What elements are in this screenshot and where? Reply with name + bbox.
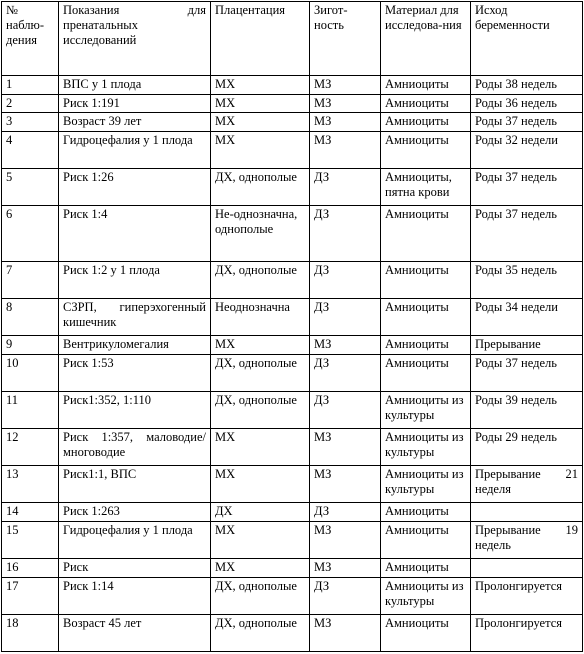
table-row xyxy=(2,76,583,95)
cell-indications: Гидроцефалия у 1 плода xyxy=(59,131,211,168)
cell-indications: Риск1:352, 1:110 xyxy=(59,391,211,428)
cell-placentation: Неоднозначна xyxy=(211,298,310,335)
cell-material: Амниоциты xyxy=(381,261,471,298)
cell-placentation: ДХ, однополые xyxy=(211,614,310,651)
cell-zygosity: МЗ xyxy=(310,521,381,558)
cell-outcome: Роды 36 недель xyxy=(471,94,583,113)
cell-outcome: Пролонгируется xyxy=(471,577,583,614)
cell-zygosity: МЗ xyxy=(310,614,381,651)
cell-num: 9 xyxy=(2,336,59,355)
cell-material: Амниоциты из культуры xyxy=(381,428,471,465)
cell-outcome: Роды 38 недель xyxy=(471,76,583,95)
cell-indications: Возраст 45 лет xyxy=(59,614,211,651)
cell-outcome: Пролонгируется xyxy=(471,614,583,651)
table-row xyxy=(2,428,583,465)
header-indications: Показания для пренатальных исследований xyxy=(59,2,211,76)
cell-num: 13 xyxy=(2,466,59,503)
cell-placentation: МХ xyxy=(211,559,310,578)
cell-zygosity: ДЗ xyxy=(310,206,381,262)
cell-placentation: ДХ, однополые xyxy=(211,261,310,298)
cell-outcome xyxy=(471,559,583,578)
table-row xyxy=(2,336,583,355)
cell-placentation: ДХ xyxy=(211,503,310,522)
table-header-row xyxy=(2,2,583,76)
cell-num: 8 xyxy=(2,298,59,335)
cell-material: Амниоциты xyxy=(381,354,471,391)
cell-zygosity: ДЗ xyxy=(310,354,381,391)
cell-placentation: ДХ, однополые xyxy=(211,391,310,428)
cell-zygosity: МЗ xyxy=(310,559,381,578)
cell-outcome: Прерывание 19 недель xyxy=(471,521,583,558)
cell-material: Амниоциты xyxy=(381,521,471,558)
table-row xyxy=(2,113,583,132)
cell-material: Амниоциты xyxy=(381,298,471,335)
cell-num: 7 xyxy=(2,261,59,298)
cell-num: 18 xyxy=(2,614,59,651)
table-row xyxy=(2,131,583,168)
cell-num: 3 xyxy=(2,113,59,132)
cell-num: 6 xyxy=(2,206,59,262)
cell-placentation: МХ xyxy=(211,521,310,558)
cell-num: 1 xyxy=(2,76,59,95)
cell-zygosity: ДЗ xyxy=(310,298,381,335)
cell-placentation: МХ xyxy=(211,336,310,355)
table-row xyxy=(2,466,583,503)
cell-indications: Риск 1:2 у 1 плода xyxy=(59,261,211,298)
cell-material: Амниоциты xyxy=(381,336,471,355)
cell-placentation: МХ xyxy=(211,466,310,503)
cell-placentation: МХ xyxy=(211,428,310,465)
cell-zygosity: МЗ xyxy=(310,94,381,113)
cell-outcome: Роды 37 недель xyxy=(471,113,583,132)
table-row xyxy=(2,261,583,298)
cell-num: 10 xyxy=(2,354,59,391)
table-row xyxy=(2,503,583,522)
cell-zygosity: МЗ xyxy=(310,428,381,465)
cell-material: Амниоциты xyxy=(381,94,471,113)
cell-placentation: МХ xyxy=(211,113,310,132)
cell-num: 15 xyxy=(2,521,59,558)
cell-placentation: МХ xyxy=(211,76,310,95)
cell-outcome: Роды 35 недель xyxy=(471,261,583,298)
cell-placentation: ДХ, однополые xyxy=(211,354,310,391)
cell-material: Амниоциты xyxy=(381,503,471,522)
cell-material: Амниоциты из культуры xyxy=(381,391,471,428)
cell-indications: Риск 1:14 xyxy=(59,577,211,614)
cell-zygosity: МЗ xyxy=(310,76,381,95)
table-row xyxy=(2,391,583,428)
cell-material: Амниоциты xyxy=(381,113,471,132)
cell-outcome: Прерывание 21 неделя xyxy=(471,466,583,503)
cell-placentation: Не-однозначна, однополые xyxy=(211,206,310,262)
cell-placentation: МХ xyxy=(211,94,310,113)
cell-material: Амниоциты xyxy=(381,76,471,95)
cell-num: 16 xyxy=(2,559,59,578)
cell-material: Амниоциты из культуры xyxy=(381,577,471,614)
cell-material: Амниоциты из культуры xyxy=(381,466,471,503)
cell-material: Амниоциты, пятна крови xyxy=(381,168,471,205)
cell-num: 17 xyxy=(2,577,59,614)
cell-outcome: Роды 34 недели xyxy=(471,298,583,335)
cell-zygosity: МЗ xyxy=(310,466,381,503)
cell-indications: Риск1:1, ВПС xyxy=(59,466,211,503)
cell-zygosity: ДЗ xyxy=(310,261,381,298)
cell-indications: Риск 1:4 xyxy=(59,206,211,262)
header-case-number: № наблю-дения xyxy=(2,2,59,76)
cell-indications: Риск 1:26 xyxy=(59,168,211,205)
cell-indications: Вентрикуломегалия xyxy=(59,336,211,355)
cell-zygosity: ДЗ xyxy=(310,168,381,205)
table-row xyxy=(2,577,583,614)
cell-num: 12 xyxy=(2,428,59,465)
cell-material: Амниоциты xyxy=(381,614,471,651)
cell-placentation: МХ xyxy=(211,131,310,168)
cell-zygosity: МЗ xyxy=(310,113,381,132)
cell-placentation: ДХ, однополые xyxy=(211,577,310,614)
cell-outcome: Роды 29 недель xyxy=(471,428,583,465)
cell-outcome: Роды 39 недель xyxy=(471,391,583,428)
cell-num: 14 xyxy=(2,503,59,522)
cell-num: 2 xyxy=(2,94,59,113)
table-row xyxy=(2,521,583,558)
header-zygosity: Зигот-ность xyxy=(310,2,381,76)
cell-zygosity: МЗ xyxy=(310,131,381,168)
cell-material: Амниоциты xyxy=(381,131,471,168)
table-row xyxy=(2,168,583,205)
cell-indications: Риск xyxy=(59,559,211,578)
table-row xyxy=(2,298,583,335)
cell-outcome: Роды 37 недель xyxy=(471,168,583,205)
cell-outcome: Роды 37 недель xyxy=(471,206,583,262)
cell-material: Амниоциты xyxy=(381,559,471,578)
header-placentation: Плацентация xyxy=(211,2,310,76)
cell-num: 11 xyxy=(2,391,59,428)
header-outcome: Исход беременности xyxy=(471,2,583,76)
cell-indications: Риск 1:357, маловодие/многоводие xyxy=(59,428,211,465)
cell-placentation: ДХ, однополые xyxy=(211,168,310,205)
header-material: Материал для исследова-ния xyxy=(381,2,471,76)
cell-indications: Риск 1:191 xyxy=(59,94,211,113)
cell-indications: Возраст 39 лет xyxy=(59,113,211,132)
cell-indications: Риск 1:263 xyxy=(59,503,211,522)
table-row xyxy=(2,354,583,391)
table-row xyxy=(2,94,583,113)
cell-indications: Гидроцефалия у 1 плода xyxy=(59,521,211,558)
table-row xyxy=(2,559,583,578)
cell-outcome: Роды 32 недели xyxy=(471,131,583,168)
table-row xyxy=(2,614,583,651)
cell-zygosity: ДЗ xyxy=(310,577,381,614)
cell-indications: Риск 1:53 xyxy=(59,354,211,391)
prenatal-twins-table xyxy=(1,1,583,652)
cell-indications: ВПС у 1 плода xyxy=(59,76,211,95)
cell-num: 4 xyxy=(2,131,59,168)
cell-indications: СЗРП, гиперэхогенный кишечник xyxy=(59,298,211,335)
table-row xyxy=(2,206,583,262)
cell-material: Амниоциты xyxy=(381,206,471,262)
cell-zygosity: ДЗ xyxy=(310,503,381,522)
cell-num: 5 xyxy=(2,168,59,205)
cell-zygosity: МЗ xyxy=(310,336,381,355)
cell-zygosity: ДЗ xyxy=(310,391,381,428)
cell-outcome: Роды 37 недель xyxy=(471,354,583,391)
cell-outcome xyxy=(471,503,583,522)
cell-outcome: Прерывание xyxy=(471,336,583,355)
